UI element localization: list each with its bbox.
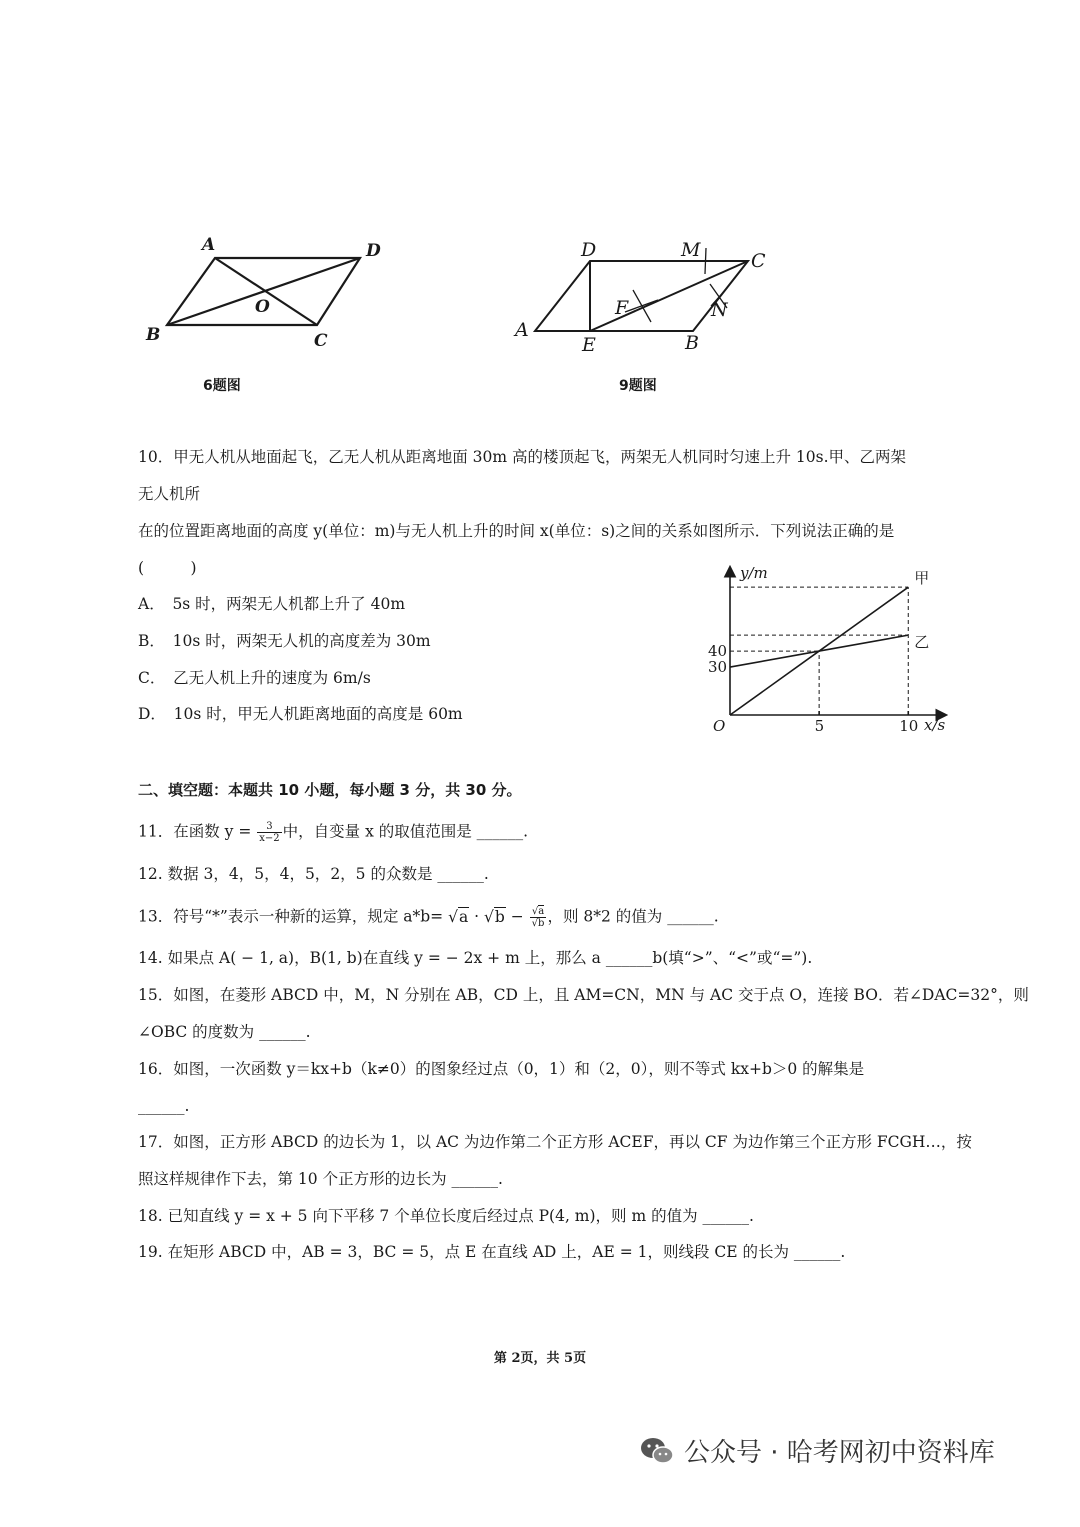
q10-option-b: B． 10s 时，两架无人机的高度差为 30m: [138, 632, 431, 650]
fig9-caption: 9题图: [619, 378, 657, 394]
q13-fraction-den-radicand: b: [538, 918, 545, 929]
origin-label: O: [713, 717, 726, 735]
fig6-label-c: C: [314, 331, 328, 351]
q13-pre: 13．符号“*”表示一种新的运算，规定 a*b=: [138, 907, 449, 926]
q18: 18. 已知直线 y = x + 5 向下平移 7 个单位长度后经过点 P(4, m)，则 m 的值为 ______.: [138, 1207, 754, 1225]
fig9-label-a: A: [515, 319, 529, 341]
q17-line1: 17．如图，正方形 ABCD 的边长为 1，以 AC 为边作第二个正方形 ACEF，再以 CF 为边作第三个正方形 FCGH…，按: [138, 1133, 972, 1151]
arc-mark-f2: [625, 300, 658, 312]
fig9-label-b: B: [685, 332, 699, 354]
fig9-label-d: D: [581, 239, 597, 261]
q13-fraction-den: √b: [531, 918, 545, 929]
q11-fraction-num: 3: [257, 821, 281, 833]
q10-line3: 在的位置距离地面的高度 y(单位：m)与无人机上升的时间 x(单位：s)之间的关系如图所示．下列说法正确的是: [138, 522, 895, 540]
q10-answer-paren: ( ): [138, 559, 197, 577]
fig9-label-m: M: [681, 239, 701, 261]
fig6-label-b: B: [146, 325, 161, 345]
q10-line2: 无人机所: [138, 485, 201, 503]
q19: 19. 在矩形 ABCD 中，AB = 3，BC = 5，点 E 在直线 AD 上，AE = 1，则线段 CE 的长为 ______.: [138, 1243, 846, 1261]
q11: [138, 821, 528, 844]
section2-title: 二、填空题：本题共 10 小题，每小题 3 分，共 30 分。: [138, 781, 522, 799]
fig9-label-c: C: [751, 250, 766, 272]
q10-option-c: C． 乙无人机上升的速度为 6m/s: [138, 669, 371, 687]
x-tick-10: 10: [899, 717, 919, 735]
q14: 14. 如果点 A( − 1, a)，B(1, b)在直线 y = − 2x + m 上，那么 a ______b(填“>”、“<”或“=”).: [138, 949, 813, 967]
q10-option-d: D． 10s 时，甲无人机距离地面的高度是 60m: [138, 705, 463, 723]
fig9-label-e: E: [582, 334, 596, 356]
y-axis-label: y/m: [740, 564, 768, 582]
q11-fraction: [257, 821, 281, 844]
series-label-2: 乙: [914, 633, 930, 652]
q13-dot: ·: [469, 907, 484, 926]
q13-post: ，则 8*2 的值为 ______.: [547, 907, 719, 926]
watermark-text: 公众号 · 哈考网初中资料库: [684, 1438, 995, 1468]
q16-line2: ______.: [138, 1097, 190, 1115]
q13-fraction-num-radicand: a: [538, 906, 545, 917]
fig6-caption: 6题图: [203, 378, 241, 394]
figure-9: [505, 230, 795, 360]
q13: [138, 906, 719, 929]
q11-fraction-den: x−2: [259, 833, 280, 844]
q13-fraction-num: √a: [530, 906, 547, 918]
q15-line2: ∠OBC 的度数为 ______.: [138, 1023, 311, 1041]
series-label-1: 甲: [914, 569, 930, 588]
q12: 12. 数据 3，4，5，4，5，2，5 的众数是 ______.: [138, 865, 489, 883]
q15-line1: 15．如图，在菱形 ABCD 中，M，N 分别在 AB，CD 上，且 AM=CN，MN 与 AC 交于点 O，连接 BO．若∠DAC=32°，则: [138, 986, 1029, 1004]
fig6-label-d: D: [366, 241, 381, 261]
q10-option-a: A． 5s 时，两架无人机都上升了 40m: [138, 595, 406, 613]
q10-line1: 10．甲无人机从地面起飞，乙无人机从距离地面 30m 高的楼顶起飞，两架无人机同时匀速上升 10s.甲、乙两架: [138, 448, 907, 466]
q13-fraction: [530, 906, 547, 929]
fig6-label-o: O: [255, 297, 270, 317]
watermark: [640, 1432, 995, 1469]
fig6-label-a: A: [202, 235, 216, 255]
figure-6: [130, 230, 410, 360]
x-axis-label: x/s: [924, 716, 946, 734]
q11-post: 中，自变量 x 的取值范围是 ______.: [282, 822, 529, 841]
y-tick-30: 30: [708, 658, 728, 677]
q13-minus: −: [505, 907, 529, 926]
arc-mark-m: [705, 248, 706, 274]
q16-line1: 16．如图，一次函数 y＝kx+b（k≠0）的图象经过点（0，1）和（2，0），则不等式 kx+b＞0 的解集是: [138, 1060, 865, 1078]
q13-sqrt-a: √a: [448, 907, 469, 926]
q13-sqrt-b: √b: [484, 907, 505, 926]
q13-sqrt-b-radicand: b: [494, 907, 505, 926]
q11-pre: 11．在函数 y =: [138, 822, 257, 841]
y-tick-40: 40: [708, 642, 728, 661]
fig9-label-n: N: [711, 299, 728, 321]
q10-chart: [700, 560, 960, 740]
wechat-icon: [640, 1436, 674, 1466]
q13-sqrt-a-radicand: a: [458, 907, 469, 926]
q17-line2: 照这样规律作下去，第 10 个正方形的边长为 ______.: [138, 1170, 503, 1188]
page-footer: 第 2页，共 5页: [493, 1351, 587, 1366]
fig9-label-f: F: [615, 297, 629, 319]
x-tick-5: 5: [814, 717, 825, 735]
